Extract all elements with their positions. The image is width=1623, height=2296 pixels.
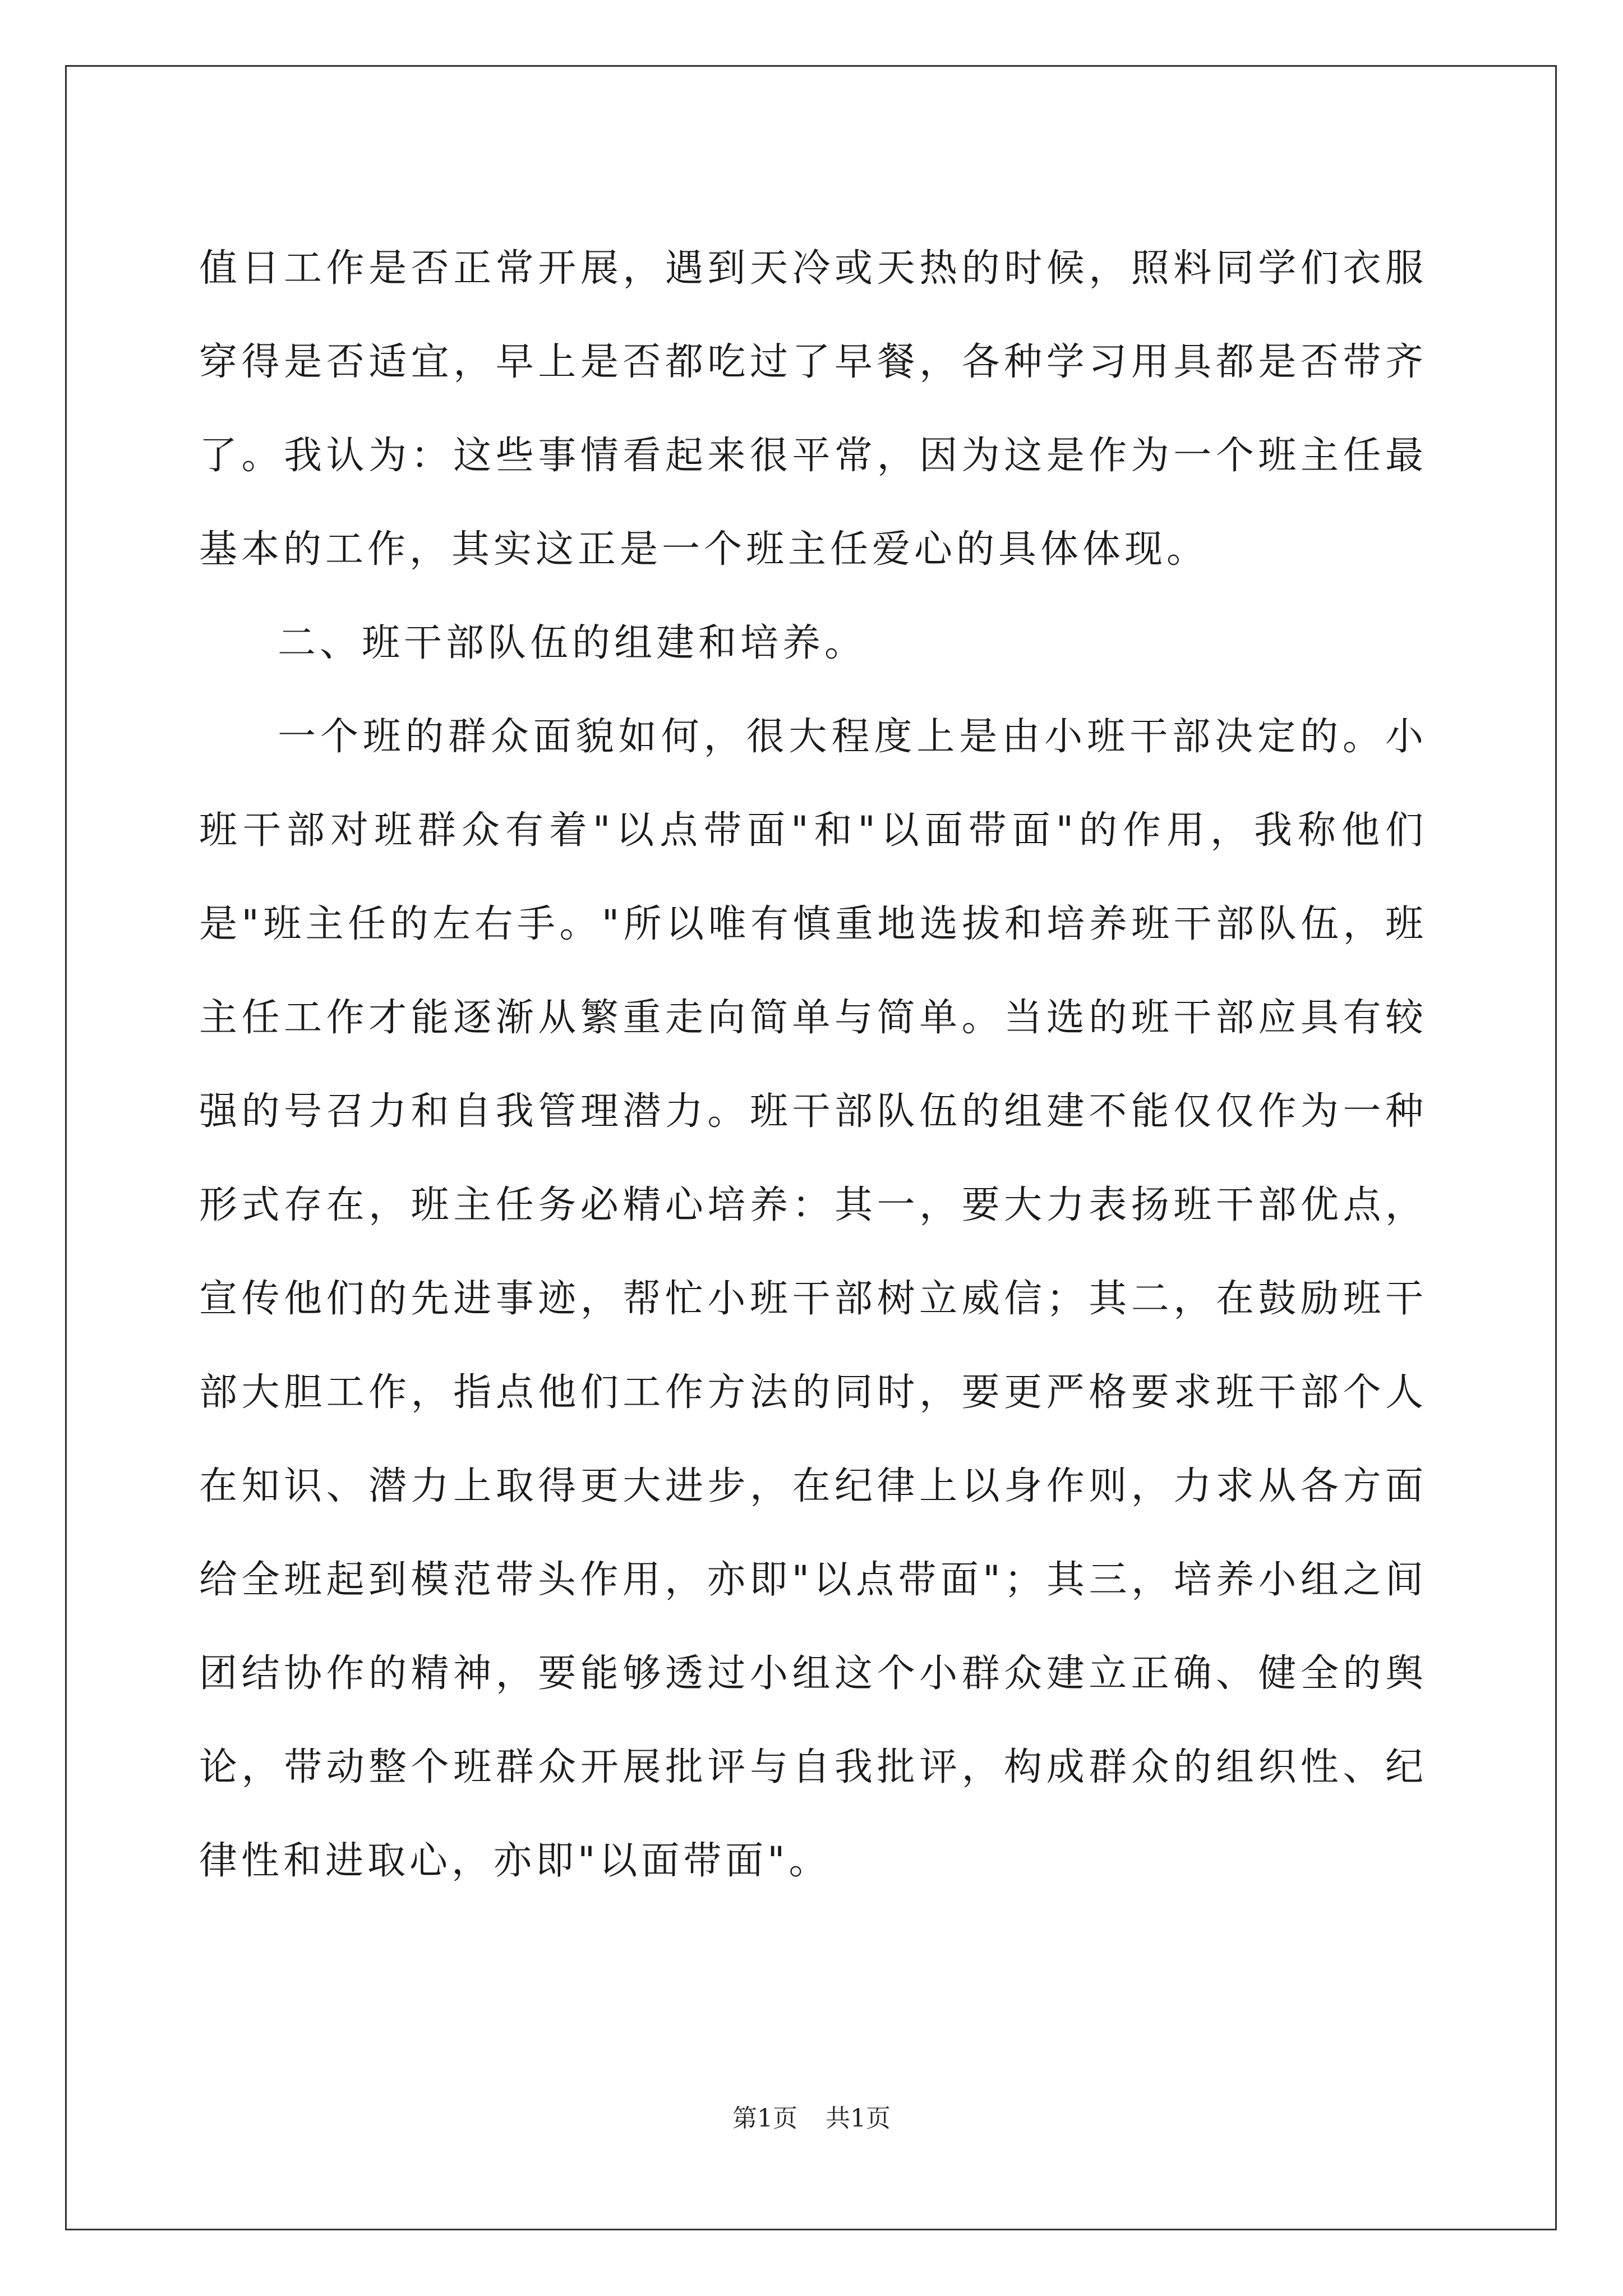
section-heading: 二、班干部队伍的组建和培养。 (278, 621, 867, 665)
paragraph-1: 值日工作是否正常开展，遇到天冷或天热的时候，照料同学们衣服穿得是否适宜，早上是否都吃过了早餐，各种学习用具都是否带齐了。我认为：这些事情看起来很平常，因为这是作为一个班主任最基本的工作，其实这正是一个班主任爱心的具体体现。 (199, 246, 1427, 572)
paragraph-2: 一个班的群众面貌如何，很大程度上是由小班干部决定的。小班干部对班群众有着"以点带面"和"以面带面"的作用，我称他们是"班主任的左右手。"所以唯有慎重地选拔和培养班干部队伍，班主任工作才能逐渐从繁重走向简单与简单。当选的班干部应具有较强的号召力和自我管理潜力。班干部队伍的组建不能仅仅作为一种形式存在，班主任务必精心培养：其一，要大力表扬班干部优点，宣传他们的先进事迹，帮忙小班干部树立威信；其二，在鼓励班干部大胆工作，指点他们工作方法的同时，要更严格要求班干部个人在知识、潜力上取得更大进步，在纪律上以身作则，力求从各方面给全班起到模范带头作用，亦即"以点带面"；其三，培养小组之间团结协作的精神，要能够透过小组这个小群众建立正确、健全的舆论，带动整个班群众开展批评与自我批评，构成群众的组织性、纪律性和进取心，亦即"以面带面"。 (199, 715, 1427, 1883)
page-number: 第1页 (732, 2104, 797, 2133)
page-total: 共1页 (826, 2104, 891, 2133)
page-footer (0, 2098, 1623, 2134)
document-body (199, 222, 1427, 1908)
